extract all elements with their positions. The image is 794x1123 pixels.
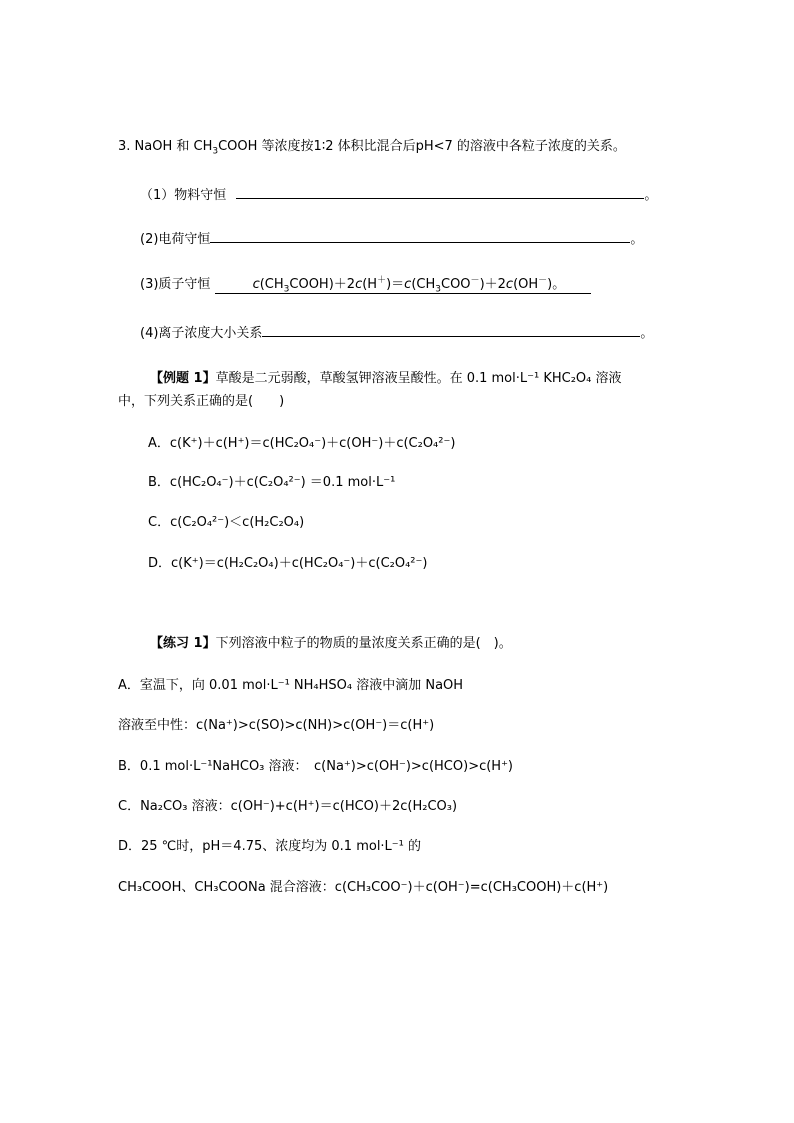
practice1-tag: 【练习 1】 — [150, 636, 216, 651]
practice1-option-c[interactable]: C．Na₂CO₃ 溶液：c(OH⁻)+c(H⁺)＝c(HCO)＋2c(H₂CO₃) — [118, 799, 458, 814]
q3-item-4: (4)离子浓度大小关系 。 — [140, 326, 654, 341]
q3-item-3 — [140, 276, 591, 294]
example1-stem-line1: 【例题 1】草酸是二元弱酸，草酸氢钾溶液呈酸性。在 0.1 mol·L⁻¹ KHC₂O₄ 溶液 — [150, 371, 622, 386]
q3-item-2: (2)电荷守恒 。 — [140, 232, 644, 247]
q3-item-2-label: (2)电荷守恒 — [140, 232, 211, 247]
practice1-option-a-line1[interactable]: A．室温下，向 0.01 mol·L⁻¹ NH₄HSO₄ 溶液中滴加 NaOH — [118, 678, 464, 693]
example1-option-c[interactable]: C．c(C₂O₄²⁻)＜c(H₂C₂O₄) — [148, 515, 305, 530]
example1-tag: 【例题 1】 — [150, 371, 216, 386]
practice1-option-b[interactable]: B．0.1 mol·L⁻¹NaHCO₃ 溶液： c(Na⁺)>c(OH⁻)>c(HCO)>c(H⁺) — [118, 759, 514, 774]
proton-conservation-formula: $c(CH_3COOH)+2c(H^+)=c(CH_3COO^-)+2c(OH^-)$。 — [215, 277, 592, 294]
q3-item-1: （1）物料守恒 。 — [140, 188, 658, 203]
q3-item-1-label: （1）物料守恒 — [140, 188, 227, 203]
practice1-option-a-line2: 溶液至中性：c(Na⁺)>c(SO)>c(NH)>c(OH⁻)＝c(H⁺) — [118, 718, 435, 733]
practice1-option-d-line2: CH₃COOH、CH₃COONa 混合溶液：c(CH₃COO⁻)＋c(OH⁻)=c(CH₃COOH)＋c(H⁺) — [118, 880, 609, 895]
q3-item-3-label: (3)质子守恒 — [140, 277, 211, 292]
practice1-stem: 【练习 1】下列溶液中粒子的物质的量浓度关系正确的是( )。 — [150, 636, 512, 651]
answer-blank-4[interactable] — [262, 324, 640, 337]
q3-title: 3. NaOH 和 $CH_3COOH$ 等浓度按1∶2 体积比混合后pH<7 的溶液中各粒子浓度的关系。 — [118, 139, 626, 157]
example1-option-a[interactable]: A．c(K⁺)＋c(H⁺)＝c(HC₂O₄⁻)＋c(OH⁻)＋c(C₂O₄²⁻) — [148, 436, 456, 451]
q3-item-4-label: (4)离子浓度大小关系 — [140, 326, 263, 341]
answer-blank-2[interactable] — [210, 230, 630, 243]
practice1-option-d-line1[interactable]: D．25 ℃时，pH＝4.75、浓度均为 0.1 mol·L⁻¹ 的 — [118, 839, 422, 854]
example1-option-b[interactable]: B．c(HC₂O₄⁻)＋c(C₂O₄²⁻) ＝0.1 mol·L⁻¹ — [148, 475, 396, 490]
example1-option-d[interactable]: D．c(K⁺)＝c(H₂C₂O₄)＋c(HC₂O₄⁻)＋c(C₂O₄²⁻) — [148, 556, 428, 571]
answer-blank-1[interactable] — [236, 186, 644, 199]
example1-stem-line2: 中，下列关系正确的是( ) — [118, 394, 285, 409]
